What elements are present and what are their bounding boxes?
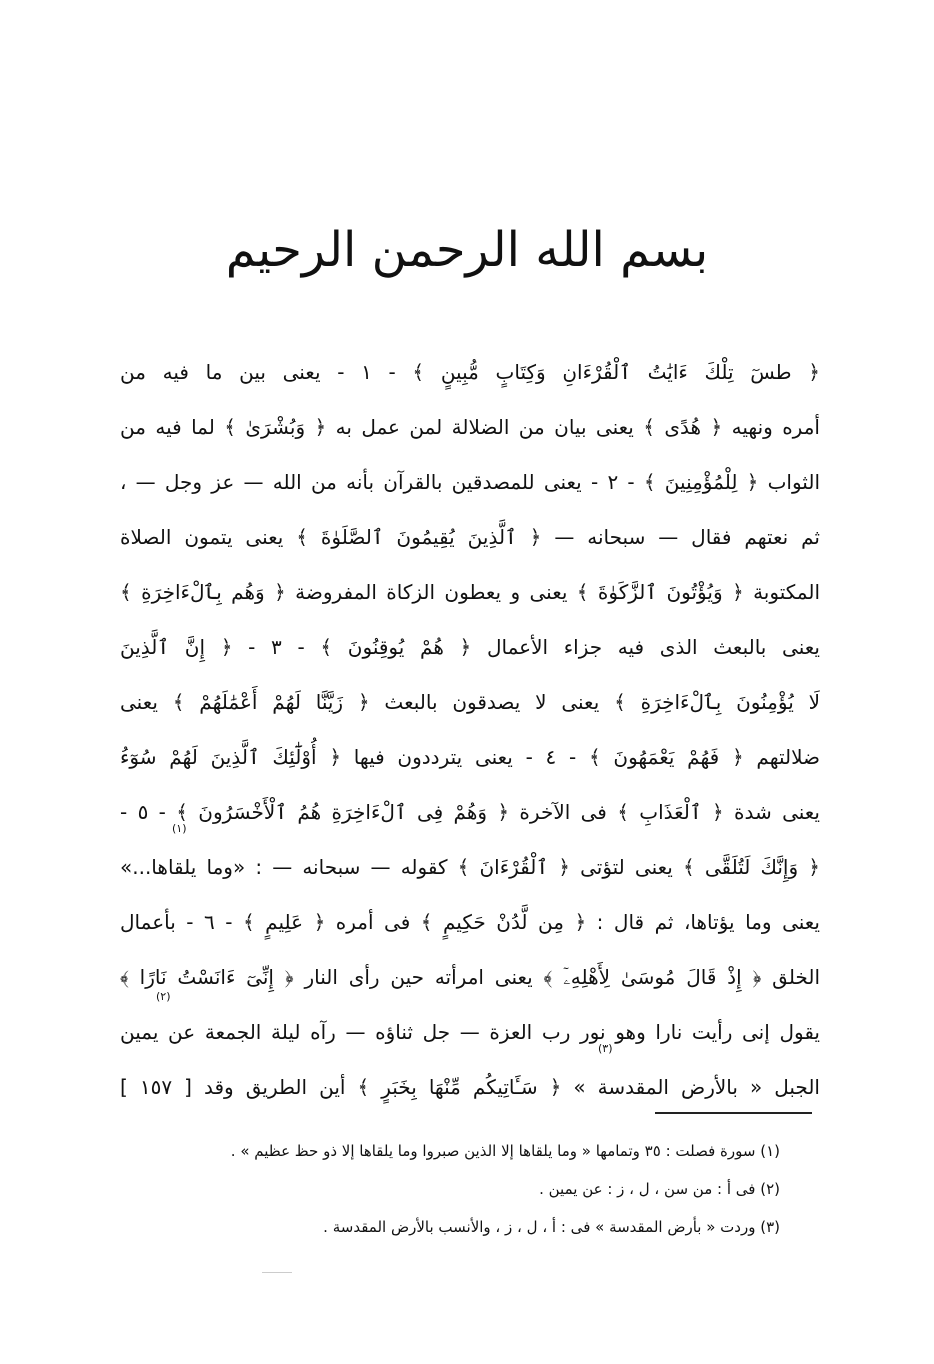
footnotes <box>200 1132 780 1246</box>
text-line: المكتوبة ﴿ وَيُؤْتُونَ ٱلزَّكَوٰةَ ﴾ يعنى و يعطون الزكاة المفروضة ﴿ وَهُم بِٱلْءَاخِرَةِ ﴾ <box>120 580 820 604</box>
text-line: ﴿ طسٓ تِلْكَ ءَايَٰتُ ٱلْقُرْءَانِ وَكِتَابٍ مُّبِينٍ ﴾ - ١ - يعنى بين ما فيه من <box>120 360 820 384</box>
scan-mark <box>262 1272 292 1273</box>
text-line: لَا يُؤْمِنُونَ بِٱلْءَاخِرَةِ ﴾ يعنى لا يصدقون بالبعث ﴿ زَيَّنَّا لَهُمْ أَعْمَٰلَهُمْ ﴾ يعنى <box>120 690 820 714</box>
text-line: يعنى بالبعث الذى فيه جزاء الأعمال ﴿ هُمْ يُوقِنُونَ ﴾ - ٣ - ﴿ إِنَّ ٱلَّذِينَ <box>120 635 820 659</box>
footnote-2: (٢) فى أ : من سن ، ل ، ز : عن يمين . <box>539 1180 780 1198</box>
footnote-separator <box>655 1112 812 1114</box>
footnote-marker-2: (٢) <box>156 990 171 1003</box>
text-line: الخلق ﴿ إِذْ قَالَ مُوسَىٰ لِأَهْلِهِۦٓ ﴾ يعنى امرأته حين رأى النار ﴿ إِنِّىٓ ءَانَسْتُ نَارًا ﴾ <box>120 965 820 989</box>
text-line: يقول إنى رأيت نارا وهو نور رب العزة — جل ثناؤه — رآه ليلة الجمعة عن يمين <box>120 1020 820 1044</box>
footnote-3: (٣) وردت « بأرض المقدسة » فى : أ ، ل ، ز ، والأنسب بالأرض المقدسة . <box>323 1218 780 1236</box>
text-line: ﴿ وَإِنَّكَ لَتُلَقَّى ﴾ يعنى لتؤتى ﴿ ٱلْقُرْءَانَ ﴾ كقوله — سبحانه — : «وما يلقاها...» <box>120 855 820 879</box>
basmala-heading: بسم الله الرحمن الرحيم <box>225 222 709 278</box>
footnote-1: (١) سورة فصلت : ٣٥ وتمامها « وما يلقاها إلا الذين صبروا وما يلقاها إلا ذو حظ عظيم » . <box>230 1142 780 1160</box>
text-line: يعنى شدة ﴿ ٱلْعَذَابِ ﴾ فى الآخرة ﴿ وَهُمْ فِى ٱلْءَاخِرَةِ هُمُ ٱلْأَخْسَرُونَ ﴾ - ٥ - <box>120 800 820 824</box>
text-line: الثواب ﴿ لِلْمُؤْمِنِينَ ﴾ - ٢ - يعنى للمصدقين بالقرآن بأنه من الله — عز وجل — ، <box>120 470 820 494</box>
main-text <box>120 345 820 1115</box>
footnote-marker-3: (٣) <box>598 1042 613 1055</box>
text-line: أمره ونهيه ﴿ هُدًى ﴾ يعنى بيان من الضلالة لمن عمل به ﴿ وَبُشْرَىٰ ﴾ لما فيه من <box>120 415 820 439</box>
footnote-marker-1: (١) <box>172 822 187 835</box>
text-line: ثم نعتهم فقال — سبحانه — ﴿ ٱلَّذِينَ يُقِيمُونَ ٱلصَّلَوٰةَ ﴾ يعنى يتمون الصلاة <box>120 525 820 549</box>
text-line: ضلالتهم ﴿ فَهُمْ يَعْمَهُونَ ﴾ - ٤ - يعنى يترددون فيها ﴿ أُوْلَٰٓئِكَ ٱلَّذِينَ لَهُمْ سُوٓءُ <box>120 745 820 769</box>
text-line: يعنى وما يؤتاها، ثم قال : ﴿ مِن لَّدُنْ حَكِيمٍ ﴾ فى أمره ﴿ عَلِيمٍ ﴾ - ٦ - بأعمال <box>120 910 820 934</box>
text-line: الجبل « بالأرض المقدسة » ﴿ سَـَٔاتِيكُم مِّنْهَا بِخَبَرٍ ﴾ أين الطريق وقد [ ١٥٧ ] <box>120 1075 820 1099</box>
